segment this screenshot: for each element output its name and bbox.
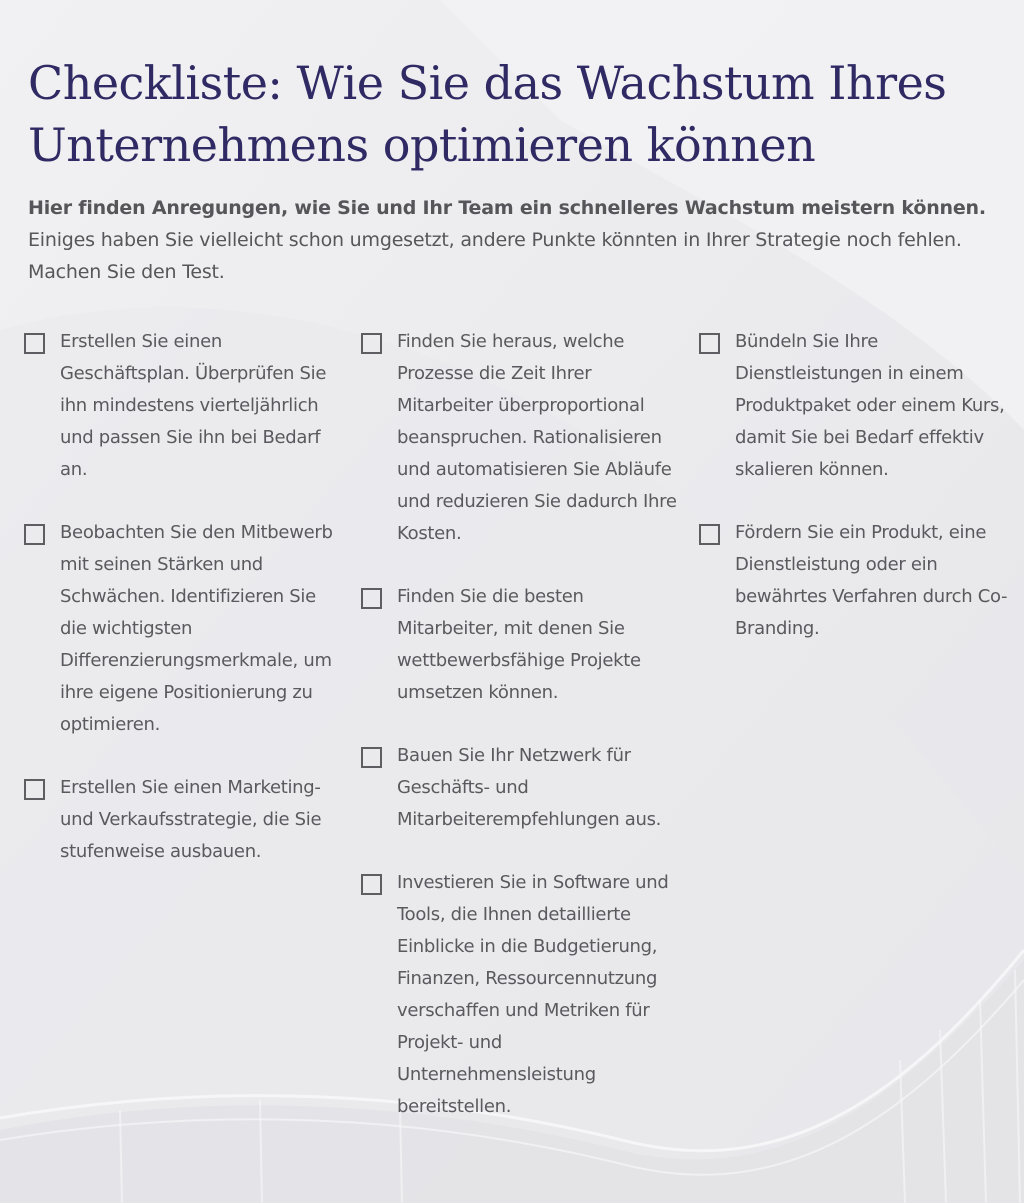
checklist-item: [361, 326, 681, 550]
checklist-item: [699, 326, 1009, 486]
checklist-item: [361, 740, 681, 836]
checklist-item: [24, 517, 334, 741]
checklist-item-text: Beobachten Sie den Mitbewerb mit seinen Stärken und Schwächen. Identifizieren Sie die wichtigsten Differenzierungsmerkmale, um ihre eigene Positionierung zu optimieren.: [60, 522, 333, 735]
intro-lead: Hier finden Anregungen, wie Sie und Ihr Team ein schnelleres Wachstum meistern können.: [28, 197, 986, 219]
page-title: Checkliste: Wie Sie das Wachstum Ihres Unternehmens optimieren können: [28, 56, 947, 172]
checklist-item-text: Bauen Sie Ihr Netzwerk für Geschäfts- und Mitarbeiterempfehlungen aus.: [397, 745, 662, 830]
checklist-column-2: [361, 326, 681, 1154]
checklist-item: [361, 581, 681, 709]
intro-text: Einiges haben Sie vielleicht schon umgesetzt, andere Punkte könnten in Ihrer Strategie noch fehlen. Machen Sie den Test.: [28, 229, 962, 283]
checkbox[interactable]: [699, 333, 720, 354]
checklist-item-text: Bündeln Sie Ihre Dienstleistungen in einem Produktpaket oder einem Kurs, damit Sie bei Bedarf effektiv skalieren können.: [735, 331, 1005, 480]
checkbox[interactable]: [24, 333, 45, 354]
checkbox[interactable]: [361, 747, 382, 768]
intro-paragraph: [28, 192, 998, 288]
checklist-item-text: Fördern Sie ein Produkt, eine Dienstleistung oder ein bewährtes Verfahren durch Co-Branding.: [735, 522, 1008, 639]
checkbox[interactable]: [361, 333, 382, 354]
checklist-item: [361, 867, 681, 1123]
checklist-item-text: Erstellen Sie einen Geschäftsplan. Überprüfen Sie ihn mindestens vierteljährlich und passen Sie ihn bei Bedarf an.: [60, 331, 327, 480]
checklist-item-text: Finden Sie heraus, welche Prozesse die Zeit Ihrer Mitarbeiter überproportional beanspruchen. Rationalisieren und automatisieren Sie Abläufe und reduzieren Sie dadurch Ihre Kosten.: [397, 331, 677, 544]
checklist-column-1: [24, 326, 334, 899]
checkbox[interactable]: [24, 779, 45, 800]
checklist-item: [699, 517, 1009, 645]
checklist-column-3: [699, 326, 1009, 676]
checklist-item-text: Finden Sie die besten Mitarbeiter, mit denen Sie wettbewerbsfähige Projekte umsetzen können.: [397, 586, 641, 703]
checklist-item-text: Erstellen Sie einen Marketing- und Verkaufsstrategie, die Sie stufenweise ausbauen.: [60, 777, 322, 862]
checkbox[interactable]: [24, 524, 45, 545]
checkbox[interactable]: [699, 524, 720, 545]
checkbox[interactable]: [361, 588, 382, 609]
checklist-item: [24, 326, 334, 486]
checkbox[interactable]: [361, 874, 382, 895]
checklist-item-text: Investieren Sie in Software und Tools, die Ihnen detaillierte Einblicke in die Budgetierung, Finanzen, Ressourcennutzung verschaffen und Metriken für Projekt- und Unternehmensleistung bereitstellen.: [397, 872, 669, 1117]
checklist-item: [24, 772, 334, 868]
